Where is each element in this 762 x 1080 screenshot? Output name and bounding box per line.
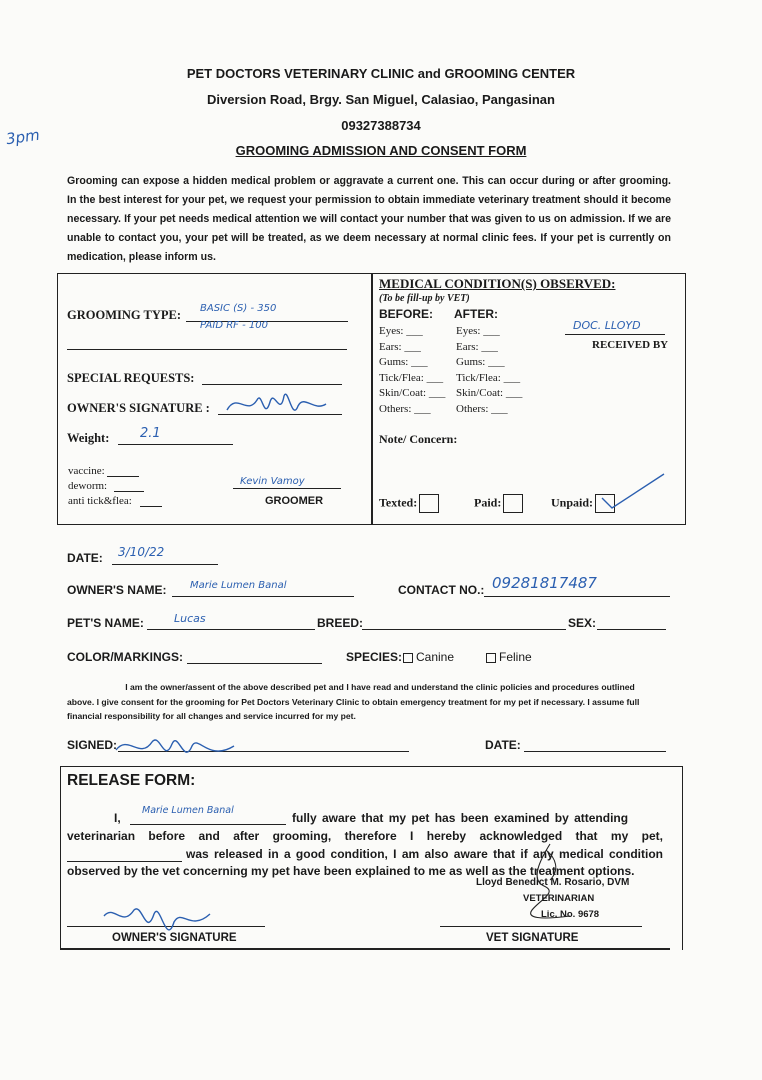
weight-label: Weight: <box>67 431 110 445</box>
vet-signature-label: VET SIGNATURE <box>486 932 579 944</box>
stamp-name: Lloyd Benedict M. Rosario, DVM <box>476 877 630 888</box>
received-by-field[interactable] <box>565 320 665 335</box>
before-eyes: Eyes: ___ <box>379 325 423 337</box>
consent-line-3: financial responsibility for all changes and service incurred for my pet. <box>67 711 356 721</box>
clinic-address: Diversion Road, Brgy. San Miguel, Calasiao, Pangasinan <box>207 92 555 107</box>
deworm-label: deworm: <box>68 480 108 492</box>
feline-checkbox[interactable] <box>486 653 496 663</box>
consent-date-label: DATE: <box>485 738 521 752</box>
vaccine-field[interactable] <box>107 465 139 477</box>
date-label: DATE: <box>67 551 103 565</box>
color-field[interactable] <box>187 649 322 664</box>
intro-paragraph: Grooming can expose a hidden medical problem or aggravate a current one. This can occur during or after grooming. In the best interest for your pet, we request your permission to obtain immediate veterinary treatment should it become necessary. If your pet needs medical attention we will contact your number that was given to us on admission. If we are unable to contact you, your pet will be treated, as we deem necessary at normal clinic fees. If your pet is currently on medication, please inform us. <box>67 175 671 263</box>
color-label: COLOR/MARKINGS: <box>67 650 183 664</box>
after-others: Others: ___ <box>456 402 508 415</box>
clinic-phone: 09327388734 <box>341 118 421 133</box>
paid-checkbox[interactable] <box>503 494 523 513</box>
margin-note: 3pm <box>4 125 41 149</box>
after-label: AFTER: <box>454 307 498 321</box>
grooming-type-label: GROOMING TYPE: <box>67 308 182 322</box>
release-owner-value: Marie Lumen Banal <box>142 805 234 816</box>
sex-label: SEX: <box>568 616 597 630</box>
groomer-label: GROOMER <box>265 495 324 507</box>
release-text-2: veterinarian before and after grooming, therefore I hereby acknowledged that my pet, <box>67 829 663 843</box>
medical-title: MEDICAL CONDITION(S) OBSERVED: <box>379 276 616 291</box>
unpaid-check-mark <box>598 470 668 512</box>
species-label: SPECIES: <box>346 650 403 664</box>
canine-checkbox[interactable] <box>403 653 413 663</box>
medical-subtitle: (To be fill-up by VET) <box>379 293 470 304</box>
canine-option[interactable]: Canine <box>403 650 454 664</box>
deworm-field[interactable] <box>114 480 144 492</box>
consent-line-1: I am the owner/assent of the above described pet and I have read and understand the clinic policies and procedures outlined <box>125 682 635 692</box>
paid-label: Paid: <box>474 494 523 513</box>
texted-label: Texted: <box>379 494 439 513</box>
signed-label: SIGNED: <box>67 738 118 752</box>
consent-line-2: above. I give consent for the grooming for Pet Doctors Veterinary Clinic to obtain emergency treatment for my pet if necessary. I assume full <box>67 697 640 707</box>
before-skincoat: Skin/Coat: ___ <box>379 387 446 399</box>
signed-signature-mark <box>110 726 240 770</box>
antitick-label: anti tick&flea: <box>68 495 132 507</box>
owner-signature-release-label: OWNER'S SIGNATURE <box>112 932 237 944</box>
feline-option[interactable]: Feline <box>486 650 532 664</box>
consent-date-field[interactable] <box>524 737 666 752</box>
weight-field[interactable] <box>118 430 233 445</box>
vet-signature-field[interactable] <box>440 912 642 927</box>
after-conditions <box>456 324 522 417</box>
before-conditions <box>379 324 445 417</box>
before-label: BEFORE: <box>379 307 433 321</box>
groomer-name: Kevin Vamoy <box>240 476 305 487</box>
after-gums: Gums: ___ <box>456 356 505 368</box>
form-title: GROOMING ADMISSION AND CONSENT FORM <box>235 143 527 158</box>
owner-name-value: Marie Lumen Banal <box>190 580 287 591</box>
after-tickflea: Tick/Flea: ___ <box>456 371 521 384</box>
stamp-license: Lic. No. 9678 <box>541 909 600 920</box>
texted-checkbox[interactable] <box>419 494 439 513</box>
release-text-1: fully aware that my pet has been examined by attending <box>292 811 629 825</box>
release-bottom-line <box>60 948 670 950</box>
box-divider <box>371 273 373 525</box>
vaccine-label: vaccine: <box>68 465 105 477</box>
clinic-name: PET DOCTORS VETERINARY CLINIC and GROOMING CENTER <box>186 66 576 81</box>
breed-label: BREED: <box>317 616 364 630</box>
special-requests-label: SPECIAL REQUESTS: <box>67 371 195 385</box>
after-eyes: Eyes: ___ <box>456 325 500 337</box>
before-gums: Gums: ___ <box>379 356 428 368</box>
unpaid-label: Unpaid: <box>551 494 615 513</box>
date-value: 3/10/22 <box>118 545 165 559</box>
release-i-label: I, <box>114 811 121 825</box>
sex-field[interactable] <box>597 615 666 630</box>
contact-value: 09281817487 <box>492 574 597 592</box>
note-label: Note/ Concern: <box>379 432 458 446</box>
owner-name-label: OWNER'S NAME: <box>67 583 167 597</box>
received-by-label: RECEIVED BY <box>592 339 669 351</box>
release-text-3: was released in a good condition, I am also aware that if any medical condition <box>186 847 663 861</box>
before-ears: Ears: ___ <box>379 340 421 353</box>
pet-name-label: PET'S NAME: <box>67 616 144 630</box>
breed-field[interactable] <box>362 615 566 630</box>
owner-signature-label: OWNER'S SIGNATURE : <box>67 401 210 415</box>
release-pet-field[interactable] <box>67 848 182 862</box>
grooming-type-value-1: BASIC (S) - 350 <box>200 303 277 314</box>
pet-name-field[interactable] <box>147 615 315 630</box>
grooming-type-field-2[interactable] <box>67 335 347 350</box>
antitick-field[interactable] <box>140 495 162 507</box>
weight-value: 2.1 <box>140 426 161 441</box>
groomer-field[interactable] <box>233 476 341 489</box>
release-title: RELEASE FORM: <box>67 772 196 789</box>
pet-name-value: Lucas <box>174 612 206 625</box>
grooming-type-value-2: PAID RF - 100 <box>200 320 268 331</box>
before-tickflea: Tick/Flea: ___ <box>379 371 444 384</box>
stamp-title: VETERINARIAN <box>523 893 595 904</box>
release-text-4: observed by the vet concerning my pet have been explained to me as well as the treatment options. <box>67 864 635 878</box>
owner-signature-mark <box>222 382 332 426</box>
before-others: Others: ___ <box>379 402 431 415</box>
contact-label: CONTACT NO.: <box>398 583 485 597</box>
received-by-name: DOC. LLOYD <box>573 319 641 332</box>
after-ears: Ears: ___ <box>456 340 498 353</box>
after-skincoat: Skin/Coat: ___ <box>456 387 523 399</box>
